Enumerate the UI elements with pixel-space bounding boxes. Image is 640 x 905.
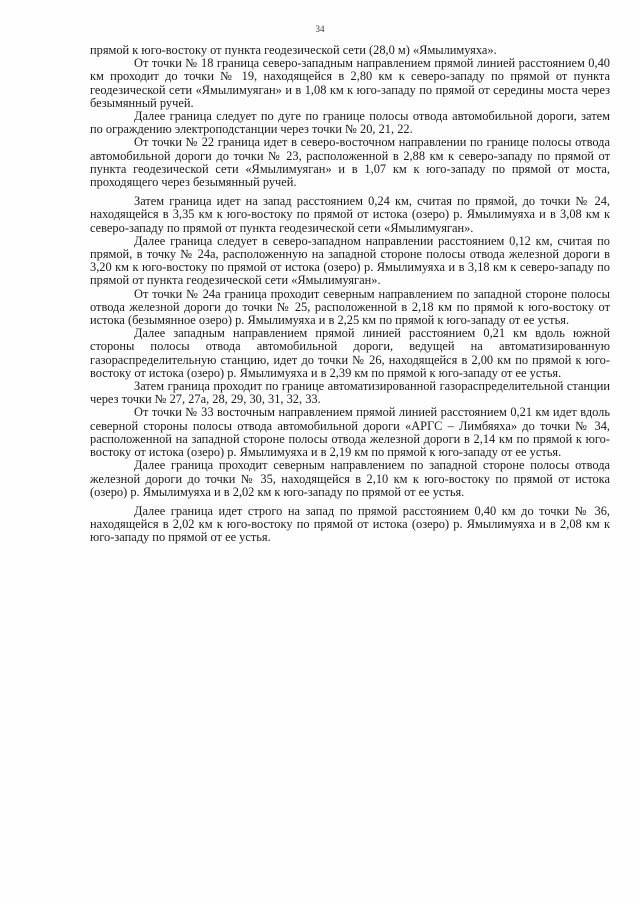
paragraph-4: От точки № 22 граница идет в северо-восточном направлении по границе полосы отвода автомобильной дороги до точки № 23, расположенной в 2,88 км к северо-западу по прямой от пункта геодезической сети «Ямылимуяган» и в 1,07 км к юго-западу по прямой от моста, проходящего через безымянный ручей. [90,135,610,190]
paragraph-5: Затем граница идет на запад расстоянием 0,24 км, считая по прямой, до точки № 24, находящейся в 3,35 км к юго-востоку по прямой от истока (озеро) р. Ямылимуяха и в 3,08 км к северо-западу по прямой от пункта геодезической сети «Ямылимуяган». [90,194,610,235]
paragraph-3: Далее граница следует по дуге по границе полосы отвода автомобильной дороги, затем по ограждению электроподстанции через точки № 20, 21, 22. [90,109,610,137]
paragraph-9: Затем граница проходит по границе автоматизированной газораспределительной станции через точки № 27, 27а, 28, 29, 30, 31, 32, 33. [90,379,610,407]
paragraph-12: Далее граница идет строго на запад по прямой расстоянием 0,40 км до точки № 36, находящейся в 2,02 км к юго-востоку по прямой от истока (озеро) р. Ямылимуяха и в 2,08 км к юго-западу по прямой от ее устья. [90,503,610,545]
paragraph-2: От точки № 18 граница северо-западным направлением прямой линией расстоянием 0,40 км проходит до точки № 19, находящейся в 2,80 км к северо-западу по прямой от пункта геодезической сети «Ямылимуяган» и в 1,08 км к юго-западу по прямой от середины моста через безымянный ручей. [90,56,610,110]
paragraph-10: От точки № 33 восточным направлением прямой линией расстоянием 0,21 км идет вдоль северной стороны полосы отвода автомобильной дороги «АРГС – Лимбяяха» до точки № 34, расположенной на западной стороне полосы отвода железной дороги в 2,14 км по прямой к юго-востоку от истока (озеро) р. Ямылимуяха и в 2,19 км по прямой к юго-западу от ее устья. [90,405,610,460]
paragraph-11: Далее граница проходит северным направлением по западной стороне полосы отвода железной дороги до точки № 35, находящейся в 2,10 км к юго-востоку по прямой от истока (озеро) р. Ямылимуяха и в 2,02 км к юго-западу по прямой от ее устья. [90,458,610,499]
paragraph-7: От точки № 24а граница проходит северным направлением по западной стороне полосы отвода железной дороги до точки № 25, расположенной в 2,18 км по прямой к юго-востоку от истока (безымянное озеро) р. Ямылимуяха и в 2,25 км по прямой к юго-западу от ее устья. [90,286,610,328]
paragraph-8: Далее западным направлением прямой линией расстоянием 0,21 км вдоль южной стороны полосы отвода автомобильной дороги, ведущей на автоматизированную газораспределительную станцию, идет до точки № 26, находящейся в 2,00 км по прямой к юго-востоку от истока (озеро) р. Ямылимуяха и в 2,39 км по прямой к юго-западу от ее устья. [90,326,610,380]
page-number: 34 [315,24,325,34]
paragraph-6: Далее граница следует в северо-западном направлении расстоянием 0,12 км, считая по прямой, в точку № 24а, расположенную на западной стороне полосы отвода железной дороги в 3,20 км к юго-востоку по прямой от истока (озеро) р. Ямылимуяха и в 3,18 км к северо-западу по прямой от пункта геодезической сети «Ямылимуяган». [90,233,610,288]
document-body [90,44,610,545]
paragraph-1: прямой к юго-востоку от пункта геодезической сети (28,0 м) «Ямылимуяха». [90,43,497,57]
